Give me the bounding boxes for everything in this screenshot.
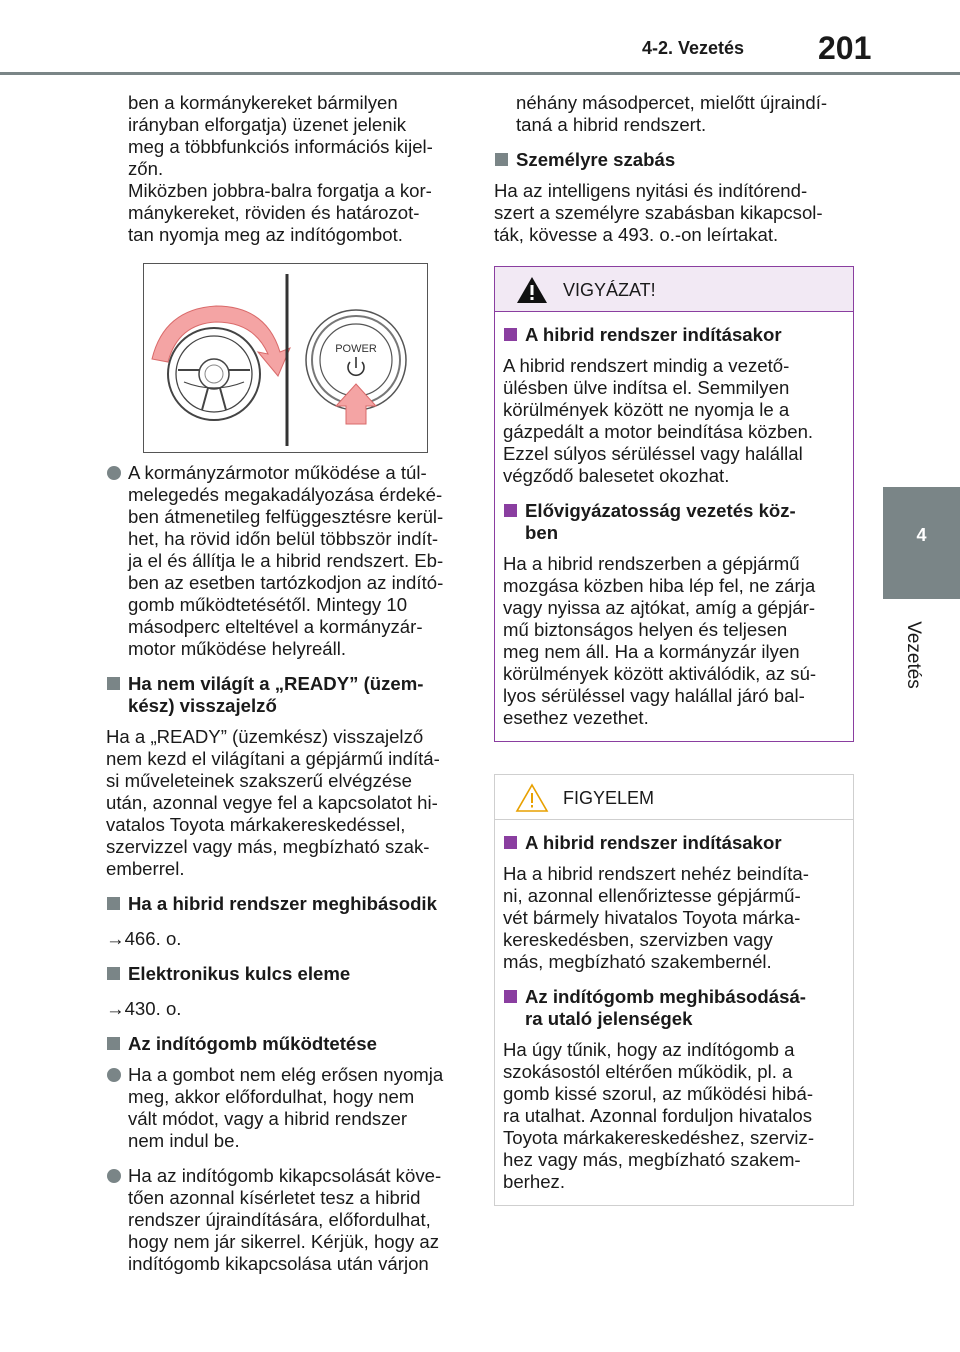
warning-box-header bbox=[495, 267, 853, 312]
heading-square-icon bbox=[107, 1037, 120, 1050]
text-line: szokásostól eltérően működik, pl. a bbox=[503, 1061, 793, 1082]
text-line: nem kezd el világítani a gépjármű indítá- bbox=[106, 748, 440, 769]
text-line: Ha az intelligens nyitási és indítórend- bbox=[494, 180, 808, 201]
text-line: tően azonnal kísérletet tesz a hibrid bbox=[128, 1187, 421, 1208]
header-divider bbox=[0, 72, 960, 75]
notice-section-body bbox=[503, 1039, 845, 1193]
heading-square-icon bbox=[107, 897, 120, 910]
warning-section-body bbox=[503, 553, 845, 729]
warning-section-body bbox=[503, 355, 845, 487]
heading-line: Elővigyázatosság vezetés köz- bbox=[525, 500, 796, 521]
heading-line: kész) visszajelző bbox=[128, 695, 277, 716]
text-line: Ha a hibrid rendszerben a gépjármű bbox=[503, 553, 800, 574]
bullet-dot-icon bbox=[107, 1169, 121, 1183]
heading-line: A hibrid rendszer indításakor bbox=[525, 832, 782, 853]
notice-box-header bbox=[495, 775, 853, 820]
text-line: ni, azonnal ellenőriztesse gépjármű- bbox=[503, 885, 801, 906]
text-line: gomb működtetésétől. Mintegy 10 bbox=[128, 594, 408, 615]
text-line: si műveleteinek szakszerű elvégzése bbox=[106, 770, 412, 791]
page-number: 201 bbox=[818, 30, 872, 66]
chapter-number: 4 bbox=[916, 525, 927, 545]
heading-line: Elektronikus kulcs eleme bbox=[128, 963, 351, 984]
bullet-dot-icon bbox=[107, 466, 121, 480]
text-line: ra utalhat. Azonnal forduljon hivatalos bbox=[503, 1105, 813, 1126]
heading-square-icon bbox=[107, 967, 120, 980]
text-line: ülésben ülve indítsa el. Semmilyen bbox=[503, 377, 790, 398]
key-battery-heading bbox=[106, 963, 468, 985]
text-line: ben átmenetileg felfüggesztésre kerül- bbox=[128, 506, 444, 527]
text-line: zőn. bbox=[128, 158, 164, 179]
text-line: rendszer újraindítására, előfordulhat, bbox=[128, 1209, 431, 1230]
text-line: szert a személyre szabásban kikapcsol- bbox=[494, 202, 823, 223]
left-column bbox=[106, 92, 468, 1275]
text-line: Toyota márkakereskedéshez, szerviz- bbox=[503, 1127, 815, 1148]
text-line: körülmények között aktiválódik, az sú- bbox=[503, 663, 817, 684]
heading-square-icon bbox=[504, 504, 517, 517]
text-line: ben a kormánykereket bármilyen bbox=[128, 92, 398, 113]
heading-line: ra utaló jelenségek bbox=[525, 1008, 693, 1029]
heading-square-icon bbox=[107, 677, 120, 690]
text-line: néhány másodpercet, mielőtt újraindí- bbox=[516, 92, 828, 113]
text-line: lyos sérüléssel vagy halállal járó bal- bbox=[503, 685, 805, 706]
text-line: Ha a hibrid rendszert nehéz beindíta- bbox=[503, 863, 809, 884]
malfunction-heading bbox=[106, 893, 468, 915]
text-line: A kormányzármotor működése a túl- bbox=[128, 462, 427, 483]
notice-box bbox=[494, 774, 854, 1206]
heading-line: Az indítógomb meghibásodásá- bbox=[525, 986, 806, 1007]
text-line: vagy nyissa az ajtókat, amíg a gépjár- bbox=[503, 597, 816, 618]
text-line: esethez vezethet. bbox=[503, 707, 649, 728]
heading-line: Az indítógomb működtetése bbox=[128, 1033, 377, 1054]
bullet-restart bbox=[106, 1165, 468, 1275]
figure-illustration bbox=[144, 264, 427, 452]
right-column bbox=[494, 92, 854, 1206]
text-line: végződő balesetet okozhat. bbox=[503, 465, 730, 486]
text-line: melegedés megakadályozása érdeké- bbox=[128, 484, 443, 505]
heading-line: Ha nem világít a „READY” (üzem- bbox=[128, 673, 424, 694]
text-line: gázpedált a motor beindítása közben. bbox=[503, 421, 814, 442]
warning-title: VIGYÁZAT! bbox=[563, 280, 656, 300]
warning-section-heading bbox=[503, 500, 845, 544]
section-title: 4-2. Vezetés bbox=[642, 38, 745, 58]
heading-square-icon bbox=[504, 836, 517, 849]
steering-wheel-icon bbox=[168, 328, 260, 420]
power-label: POWER bbox=[335, 343, 377, 355]
text-line: Ha a „READY” (üzemkész) visszajelző bbox=[106, 726, 424, 747]
warning-triangle-icon bbox=[515, 275, 549, 305]
text-line: meg a többfunkciós információs kijel- bbox=[128, 136, 433, 157]
personalization-heading bbox=[494, 149, 854, 171]
ready-paragraph bbox=[106, 726, 468, 880]
text-line: hogy nem jár sikerrel. Kérjük, hogy az bbox=[128, 1231, 440, 1252]
text-line: meg, akkor előfordulhat, hogy nem bbox=[128, 1086, 415, 1107]
text-line: kereskedésben, szervizben vagy bbox=[503, 929, 773, 950]
warning-section-heading bbox=[503, 324, 845, 346]
text-line: mozgása közben hiba lép fel, ne zárja bbox=[503, 575, 816, 596]
notice-section-heading bbox=[503, 832, 845, 854]
button-operation-heading bbox=[106, 1033, 468, 1055]
bullet-press-firmly bbox=[106, 1064, 468, 1152]
chapter-tab bbox=[883, 487, 960, 599]
notice-box-body bbox=[495, 820, 853, 1205]
text-line: vét bármely hivatalos Toyota márka- bbox=[503, 907, 801, 928]
heading-square-icon bbox=[504, 328, 517, 341]
text-line: mű biztonságos helyen és teljesen bbox=[503, 619, 788, 640]
text-line: ja el és állítja le a hibrid rendszert. Eb- bbox=[128, 550, 444, 571]
heading-line: A hibrid rendszer indításakor bbox=[525, 324, 782, 345]
steering-power-figure bbox=[143, 263, 428, 453]
heading-square-icon bbox=[504, 990, 517, 1003]
text-line: A hibrid rendszert mindig a vezető- bbox=[503, 355, 790, 376]
warning-box-body bbox=[495, 312, 853, 741]
continued-paragraph bbox=[494, 92, 854, 136]
notice-section-heading bbox=[503, 986, 845, 1030]
text-line: berhez. bbox=[503, 1171, 566, 1192]
bullet-dot-icon bbox=[107, 1068, 121, 1082]
intro-paragraph bbox=[106, 92, 468, 246]
text-line: mánykereket, röviden és határozot- bbox=[128, 202, 420, 223]
text-line: Ha a gombot nem elég erősen nyomja bbox=[128, 1064, 444, 1085]
text-line: Ezzel súlyos sérüléssel vagy halállal bbox=[503, 443, 803, 464]
text-line: het, ha rövid időn belül többször indít- bbox=[128, 528, 439, 549]
chapter-label-wrap bbox=[893, 605, 933, 705]
text-line: gomb kissé szorul, az működési hibá- bbox=[503, 1083, 814, 1104]
text-line: tan nyomja meg az indítógombot. bbox=[128, 224, 403, 245]
notice-title: FIGYELEM bbox=[563, 788, 655, 808]
heading-square-icon bbox=[495, 153, 508, 166]
heading-line: Ha a hibrid rendszer meghibásodik bbox=[128, 893, 437, 914]
text-line: szervizzel vagy más, megbízható szak- bbox=[106, 836, 430, 857]
text-line: ben az esetben tartózkodjon az indító- bbox=[128, 572, 444, 593]
text-line: meg nem áll. Ha a kormányzár ilyen bbox=[503, 641, 800, 662]
text-line: indítógomb kikapcsolása után várjon bbox=[128, 1253, 429, 1274]
text-line: más, megbízható szakembernél. bbox=[503, 951, 772, 972]
text-line: hez vagy más, megbízható szakem- bbox=[503, 1149, 801, 1170]
text-line: vált módot, vagy a hibrid rendszer bbox=[128, 1108, 408, 1129]
heading-line: Személyre szabás bbox=[516, 149, 676, 170]
text-line: emberrel. bbox=[106, 858, 185, 879]
warning-box bbox=[494, 266, 854, 742]
page-reference-link[interactable]: →430. o. bbox=[106, 998, 182, 1019]
text-line: motor működése helyreáll. bbox=[128, 638, 347, 659]
caution-triangle-icon bbox=[515, 783, 549, 813]
personalization-paragraph bbox=[494, 180, 854, 246]
ready-heading bbox=[106, 673, 468, 717]
notice-section-body bbox=[503, 863, 845, 973]
text-line: másodperc elteltével a kormányzár- bbox=[128, 616, 423, 637]
page-reference-link[interactable]: →466. o. bbox=[106, 928, 182, 949]
text-line: nem indul be. bbox=[128, 1130, 240, 1151]
chapter-label: Vezetés bbox=[903, 621, 924, 689]
text-line: irányban elforgatja) üzenet jelenik bbox=[128, 114, 407, 135]
text-line: után, azonnal vegye fel a kapcsolatot hi- bbox=[106, 792, 438, 813]
text-line: Ha úgy tűnik, hogy az indítógomb a bbox=[503, 1039, 795, 1060]
bullet-steering-lock bbox=[106, 462, 468, 660]
text-line: vatalos Toyota márkakereskedéssel, bbox=[106, 814, 406, 835]
text-line: ták, kövesse a 493. o.-on leírtakat. bbox=[494, 224, 779, 245]
text-line: Ha az indítógomb kikapcsolását köve- bbox=[128, 1165, 442, 1186]
text-line: Miközben jobbra-balra forgatja a kor- bbox=[128, 180, 432, 201]
text-line: körülmények között ne nyomja le a bbox=[503, 399, 790, 420]
heading-line: ben bbox=[525, 522, 559, 543]
text-line: taná a hibrid rendszert. bbox=[516, 114, 707, 135]
